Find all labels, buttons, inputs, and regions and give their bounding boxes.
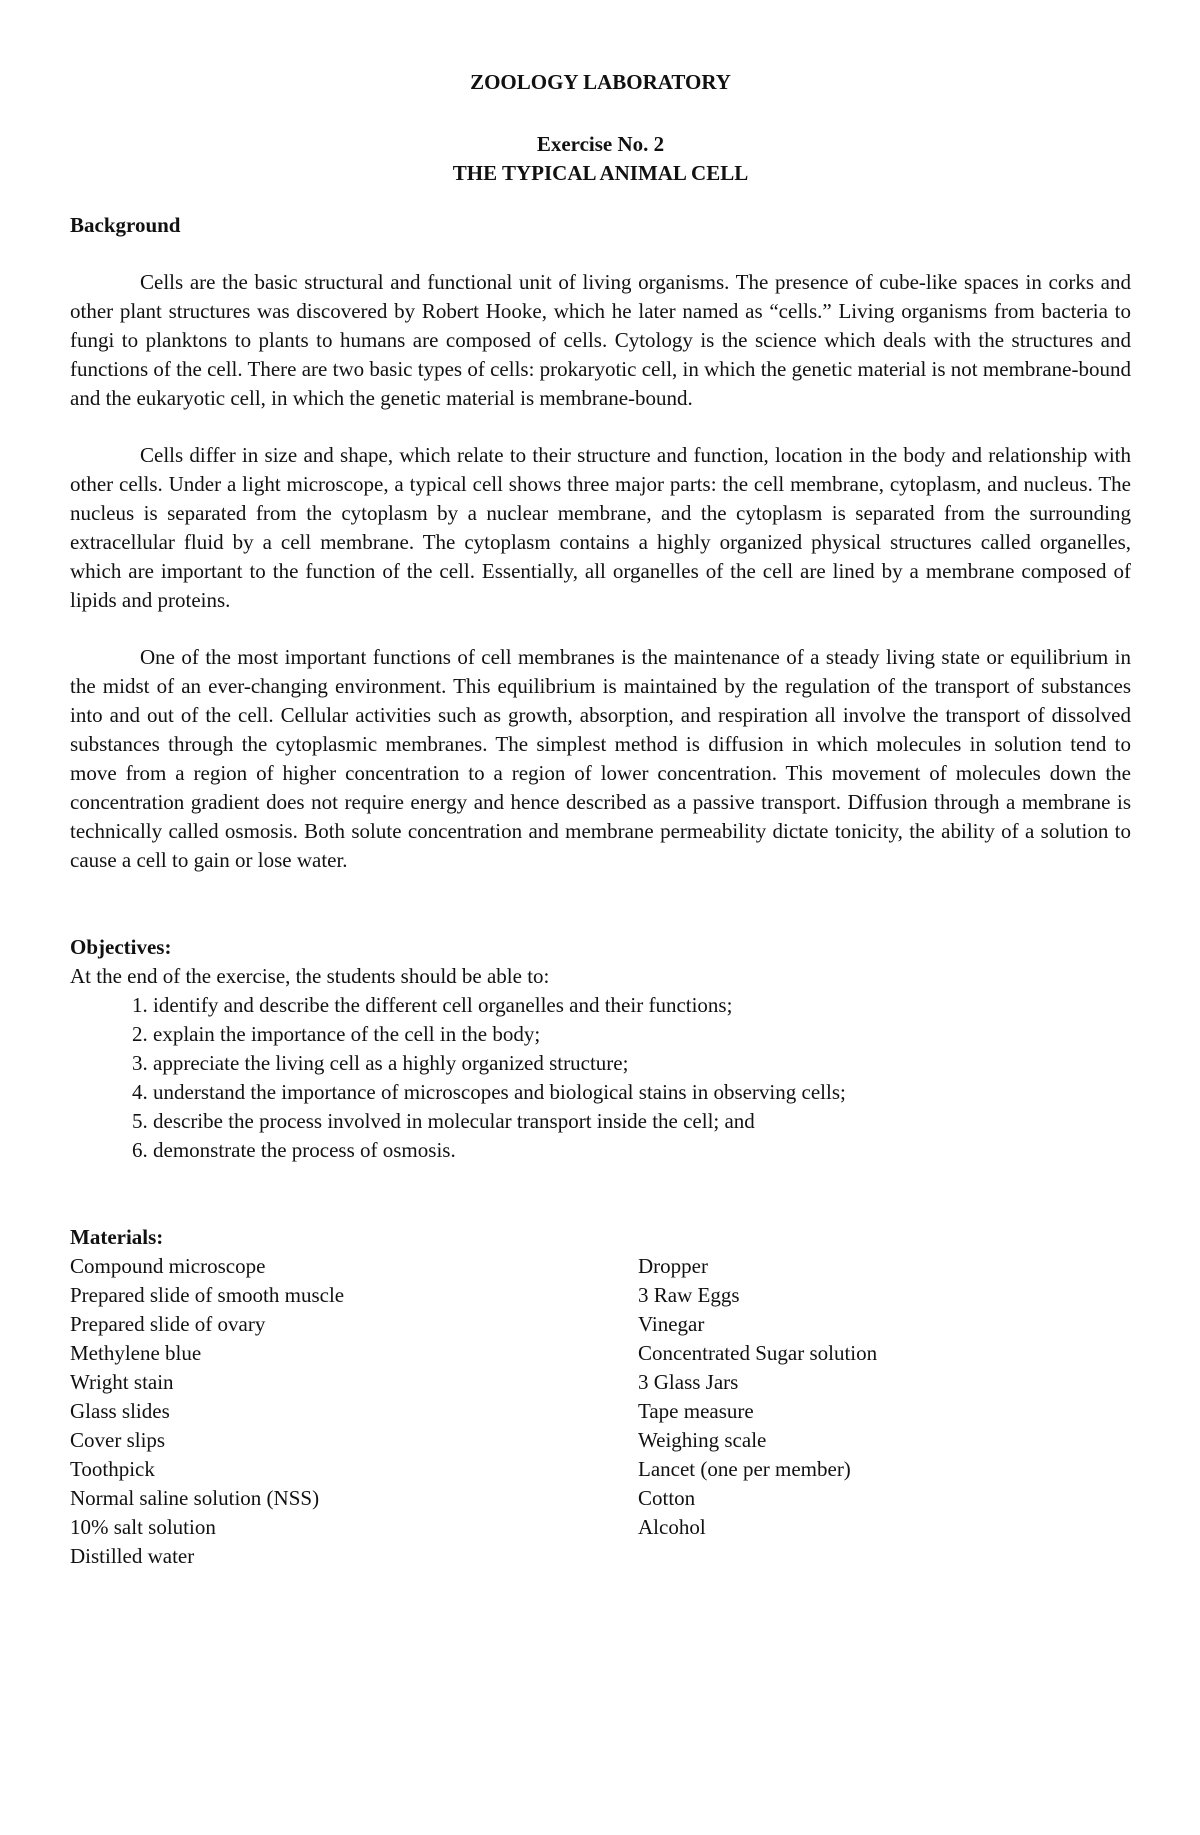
material-item: Glass slides: [70, 1399, 170, 1423]
lab-title: ZOOLOGY LABORATORY: [470, 70, 731, 94]
material-item: Tape measure: [638, 1399, 754, 1423]
background-paragraph: Cells differ in size and shape, which relate to their structure and function, location in the body and relationship with other cells. Under a light microscope, a typical cell shows three major parts: the cell membrane, cytoplasm, and nucleus. The nucleus is separated from the cytoplasm by a nuclear membrane, and the cytoplasm is separated from the surrounding extracellular fluid by a cell membrane. The cytoplasm contains a highly organized physical structures called organelles, which are important to the function of the cell. Essentially, all organelles of the cell are lined by a membrane composed of lipids and proteins.: [70, 443, 1131, 612]
exercise-number: Exercise No. 2: [536, 132, 665, 156]
material-item: Alcohol: [638, 1515, 706, 1539]
material-item: Lancet (one per member): [638, 1457, 851, 1481]
objective-item: 3. appreciate the living cell as a highly organized structure;: [132, 1051, 629, 1075]
material-item: Normal saline solution (NSS): [70, 1486, 320, 1510]
material-item: Prepared slide of ovary: [70, 1312, 266, 1336]
material-item: Cover slips: [70, 1428, 166, 1452]
material-item: 3 Glass Jars: [638, 1370, 739, 1394]
material-item: Compound microscope: [70, 1254, 266, 1278]
exercise-title: THE TYPICAL ANIMAL CELL: [452, 161, 749, 185]
material-item: 3 Raw Eggs: [638, 1283, 740, 1307]
material-item: 10% salt solution: [70, 1515, 216, 1539]
material-item: Dropper: [638, 1254, 708, 1278]
background-paragraph: One of the most important functions of cell membranes is the maintenance of a steady living state or equilibrium in the midst of an ever-changing environment. This equilibrium is maintained by the regulation of the transport of substances into and out of the cell. Cellular activities such as growth, absorption, and respiration all involve the transport of dissolved substances through the cytoplasmic membranes. The simplest method is diffusion in which molecules in solution tend to move from a region of higher concentration to a region of lower concentration. This movement of molecules down the concentration gradient does not require energy and hence described as a passive transport. Diffusion through a membrane is technically called osmosis. Both solute concentration and membrane permeability dictate tonicity, the ability of a solution to cause a cell to gain or lose water.: [70, 645, 1131, 872]
objective-item: 5. describe the process involved in molecular transport inside the cell; and: [132, 1109, 755, 1133]
objective-item: 6. demonstrate the process of osmosis.: [132, 1138, 456, 1162]
background-heading: Background: [70, 213, 181, 237]
material-item: Prepared slide of smooth muscle: [70, 1283, 345, 1307]
materials-list: [70, 1252, 1131, 1571]
objectives-heading: Objectives:: [70, 935, 172, 959]
material-item: Wright stain: [70, 1370, 174, 1394]
material-item: Vinegar: [638, 1312, 705, 1336]
material-item: Cotton: [638, 1486, 696, 1510]
material-item: Toothpick: [70, 1457, 155, 1481]
objective-item: 4. understand the importance of microscopes and biological stains in observing cells;: [132, 1080, 846, 1104]
document-page: [70, 68, 1131, 1571]
objectives-intro: At the end of the exercise, the students should be able to:: [70, 964, 550, 988]
materials-left-column: [70, 1252, 638, 1571]
material-item: Distilled water: [70, 1544, 195, 1568]
material-item: Weighing scale: [638, 1428, 767, 1452]
materials-heading: Materials:: [70, 1225, 164, 1249]
background-paragraph: Cells are the basic structural and functional unit of living organisms. The presence of cube-like spaces in corks and other plant structures was discovered by Robert Hooke, which he later named as “cells.” Living organisms from bacteria to fungi to planktons to plants to humans are composed of cells. Cytology is the science which deals with the structures and functions of the cell. There are two basic types of cells: prokaryotic cell, in which the genetic material is not membrane-bound and the eukaryotic cell, in which the genetic material is membrane-bound.: [70, 270, 1131, 410]
objective-item: 2. explain the importance of the cell in the body;: [132, 1022, 541, 1046]
material-item: Concentrated Sugar solution: [638, 1341, 878, 1365]
materials-right-column: [638, 1252, 1118, 1571]
objective-item: 1. identify and describe the different cell organelles and their functions;: [132, 993, 733, 1017]
objectives-list: [70, 991, 1131, 1165]
material-item: Methylene blue: [70, 1341, 202, 1365]
